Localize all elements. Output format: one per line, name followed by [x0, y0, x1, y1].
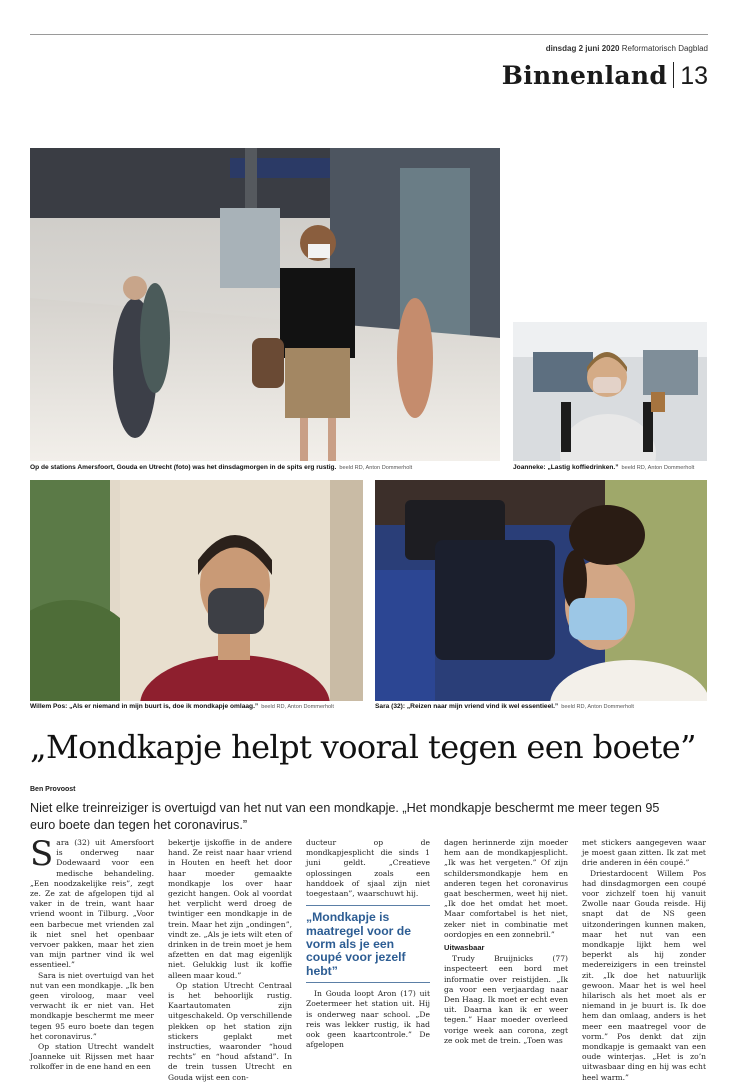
sara-caption-text: Sara (32): „Reizen naar mijn vriend vind ik wel essentieel.”: [375, 703, 559, 710]
joanneke-caption-text: Joanneke: „Lastig koffiedrinken.”: [513, 464, 619, 471]
article-byline: Ben Provoost: [30, 786, 76, 793]
paragraph: In Gouda loopt Aron (17) uit Zoetermeer het station uit. Hij is onderweg naar school. „De reis was lekker rustig, ik had ook geen kaartcontrole.” De afgelopen: [306, 989, 430, 1050]
joanneke-credit: beeld RD, Anton Dommerholt: [621, 465, 695, 471]
paragraph: met stickers aangegeven waar je moest gaan zitten. Ik zat met drie anderen in één coupé.”: [582, 838, 706, 868]
article-column-3: [306, 838, 430, 1050]
sara-credit: beeld RD, Anton Dommerholt: [561, 704, 634, 710]
page-number: 13: [680, 62, 708, 90]
pull-quote: „Mondkapje is maatregel voor de vorm als je een coupé voor jezelf hebt”: [306, 905, 430, 983]
article-column-1: [30, 834, 154, 1073]
paragraph: bekertje ijskoffie in de andere hand. Ze reist naar haar vriend in Houten en heeft het door haar moeder gemaakte mondkapje los over haar gezicht hangen. Ook al voordat het verplicht werd droeg de twintiger een mondkapje in de trein. Maar het zijn „ondingen”, vindt ze. „Als je iets wilt eten of drinken in de trein moet je hem afzetten en dat mag eigenlijk niet. Gelukkig lust ik koffie alleen maar koud.”: [168, 838, 292, 980]
dateline: [546, 44, 708, 53]
joanneke-caption: [513, 464, 694, 472]
paragraph: ducteur op de mondkapjesplicht die sinds 1 juni geldt. „Creatieve oplossingen zoals een handdoek of sjaal zijn niet toegestaan”, waarschuwt hij.: [306, 838, 430, 899]
section-title: Binnenland: [501, 61, 668, 90]
station-credit: beeld RD, Anton Dommerholt: [339, 465, 413, 471]
willem-photo: [30, 480, 363, 701]
sara-photo: [375, 480, 707, 701]
article-column-4: [444, 838, 568, 1046]
station-photo: [30, 148, 500, 461]
section-header: [502, 58, 708, 91]
willem-caption: [30, 703, 334, 711]
paper-name: Reformatorisch Dagblad: [621, 44, 708, 53]
willem-caption-text: Willem Pos: „Als er niemand in mijn buurt is, doe ik mondkapje omlaag.”: [30, 703, 259, 710]
subheading: Uitwasbaar: [444, 943, 485, 953]
sara-caption: [375, 703, 634, 711]
issue-date: dinsdag 2 juni 2020: [545, 44, 620, 53]
article-headline: „Mondkapje helpt vooral tegen een boete”: [30, 728, 696, 766]
paragraph: Sara is niet overtuigd van het nut van een mondkapje. „Ik ben geen viroloog, maar veel verwacht ik er niet van. Het mondkapje beschermt me meer tegen 95 euro boete dan tegen het coronavirus.”: [30, 970, 154, 1041]
article-intro: Niet elke treinreiziger is overtuigd van het nut van een mondkapje. „Het mondkapje beschermt me meer tegen 95 euro boete dan tegen het coronavirus.”: [30, 801, 660, 832]
paragraph: Op station Utrecht wandelt Joanneke uit Rijssen met haar rolkoffer in de ene hand en een: [30, 1042, 154, 1072]
drop-cap: S: [30, 834, 54, 874]
paragraph: dagen herinnerde zijn moeder hem aan de mondkapjesplicht. „Ik was het vergeten.” Of zijn schildersmondkapje hem en anderen tegen het coronavirus gaat beschermen, weet hij niet. „Ik doe het omdat het moet. Maar comfortabel is het niet, zeker niet in combinatie met oordopjes en een zonnebril.”: [444, 838, 568, 939]
station-caption-text: Op de stations Amersfoort, Gouda en Utrecht (foto) was het dinsdagmorgen in de spits erg rustig.: [30, 464, 337, 471]
station-caption: [30, 464, 412, 472]
paragraph: [30, 834, 154, 971]
section-divider: [673, 62, 674, 88]
top-rule: [30, 34, 708, 35]
article-column-2: [168, 838, 292, 1083]
article-column-5: [582, 838, 706, 1083]
paragraph: Driestardocent Willem Pos had dinsdagmorgen een coupé voor zichzelf toen hij vanuit Zwolle naar Gouda reisde. Hij snapt dat de NS geen uitzonderingen kunnen maken, maar het nut van een mondkapje lijkt hem wel beperkt als hij zonder medereizigers in een treinstel zit. „Ik doe het natuurlijk gewoon. Maar het is wel heel hilarisch als het moet als er niemand in je buurt is. Ik doe hem dan omlaag, anders is het meer een maatregel voor de vorm.” Pos denkt dat zijn mondkapje is gemaakt van een oude winterjas. „Het is zo’n uitwasbaar ding en hij was echt heel warm.”: [582, 868, 706, 1082]
paragraph-text: ara (32) uit Amersfoort is onderweg naar Dodewaard voor een medische behandeling. „Een noodzakelijke reis”, zegt ze. Ze zat de afgelopen tijd al vaker in de trein, want haar vriend woont in Tilburg. „Voor een barbecue met vrienden zal ik niet snel het openbaar vervoer pakken, maar het zien van mijn partner vind ik wel essentieel.”: [30, 838, 154, 970]
willem-credit: beeld RD, Anton Dommerholt: [261, 704, 334, 710]
joanneke-photo: [513, 322, 707, 461]
paragraph: Trudy Bruijnicks (77) inspecteert een bord met informatie over reistijden. „Ik ga voor een verjaardag naar Den Haag. Ik moet er echt even uit. Daarna kan ik er weer tegen.” Haar moeder overleed vorige week aan corona, zegt ze ook met de trein. „Toen was: [444, 954, 568, 1045]
paragraph: Op station Utrecht Centraal is het behoorlijk rustig. Kaartautomaten zijn uitgeschakeld. Op verschillende plekken op het station zijn stickers geplakt met instructies, waaronder “houd rechts” en “houd afstand”. In de trein tussen Utrecht en Gouda wijst een con-: [168, 980, 292, 1082]
